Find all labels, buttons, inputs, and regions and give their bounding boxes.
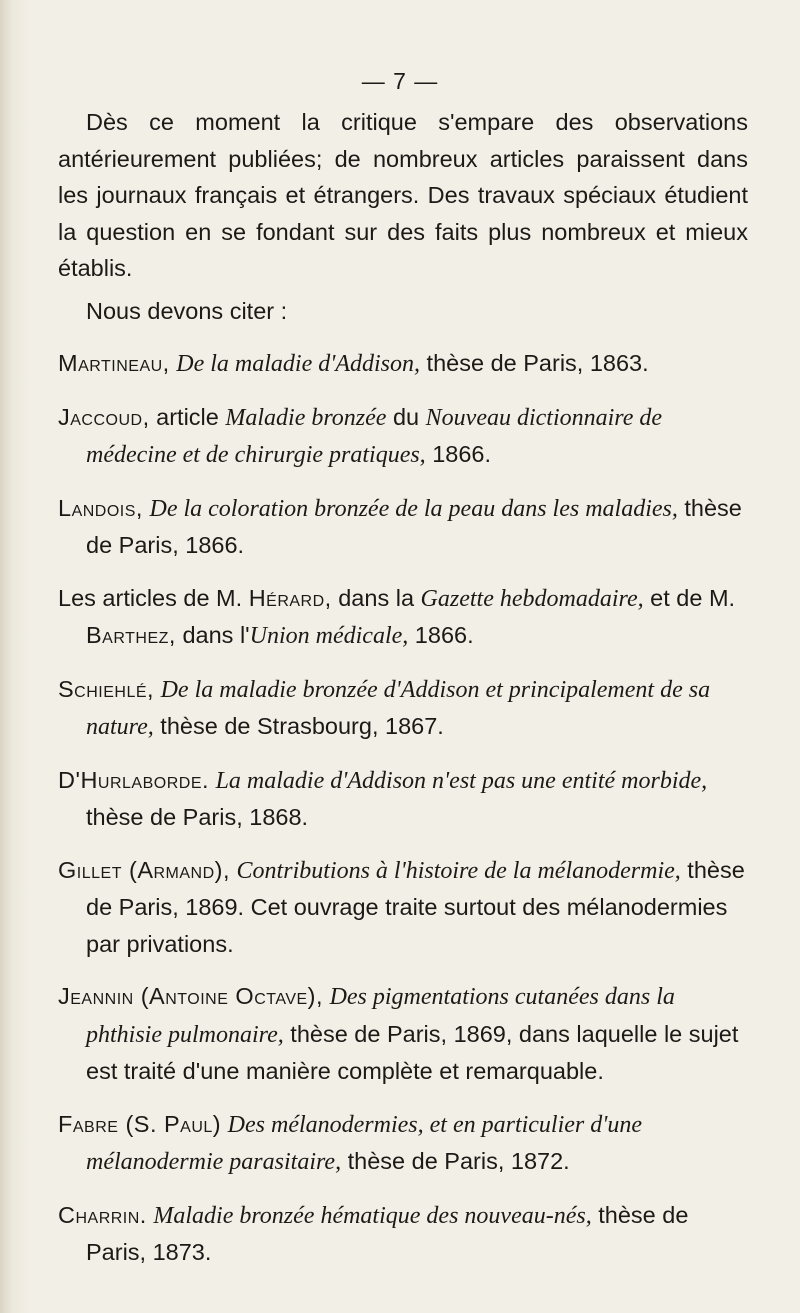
reference-herard-barthez [58,580,748,655]
reference-details: thèse de Paris, 1869. Cet ouvrage traite surtout des mélanodermies par privations. [86,856,745,957]
reference-details: 1866. [425,441,492,467]
reference-text: dans l' [175,622,250,648]
reference-jeannin [58,978,748,1090]
reference-title: Contributions à l'histoire de la mélanodermie, [236,857,681,884]
reference-details: thèse de Paris, 1868. [86,804,309,830]
intro-paragraph: Dès ce moment la critique s'empare des observations antérieurement publiées; de nombreux articles paraissent dans les journaux français et étrangers. Des travaux spéciaux étudient la question en se fondant sur des faits plus nombreux et mieux établis. [58,109,748,281]
reference-title-2: Union médicale, [249,623,409,649]
reference-title-2: Nouveau dictionnaire de médecine et de chirurgie pratiques, [86,404,663,468]
reference-text: et de M. [643,584,736,611]
reference-title: Gazette hebdomadaire, [420,585,644,612]
reference-gillet [58,852,748,963]
reference-author: Martineau, [58,350,170,376]
reference-details: thèse de Paris, 1873. [86,1201,689,1265]
page-number: — 7 — [361,68,439,94]
reference-charrin [58,1197,748,1271]
reference-text: du [386,403,426,430]
reference-author: Gillet (Armand), [58,856,231,883]
reference-details: thèse de Paris, 1869, dans laquelle le sujet est traité d'une manière complète et remarquable. [86,1020,739,1084]
reference-title: Maladie bronzée hématique des nouveau-nés, [153,1202,592,1229]
reference-author: Hérard, [248,584,332,611]
reference-title: Des mélanodermies, et en particulier d'une mélanodermie parasitaire, [86,1111,643,1175]
reference-author: D'Hurlaborde. [58,766,210,793]
reference-author: Fabre (S. Paul) [58,1110,222,1137]
reference-title: La maladie d'Addison n'est pas une entité morbide, [215,767,708,794]
reference-author: Jeannin (Antoine Octave), [58,983,324,1009]
reference-fabre [58,1106,748,1181]
reference-author: Charrin. [58,1201,147,1228]
reference-title: De la maladie bronzée d'Addison et principalement de sa nature, [86,676,711,740]
reference-author: Schiehlé, [58,675,155,702]
reference-title: Des pigmentations cutanées dans la phthisie pulmonaire, [86,984,675,1048]
reference-author: Landois, [58,494,143,521]
reference-text: dans la [331,584,421,611]
reference-title: De la maladie d'Addison, [176,351,421,377]
reference-jaccoud [58,399,748,474]
reference-details: 1866. [408,622,474,648]
reference-hurlaborde [58,762,748,836]
reference-details: thèse de Paris, 1866. [86,494,742,558]
reference-text: Les articles de M. [58,584,249,611]
reference-details: thèse de Strasbourg, 1867. [153,713,444,739]
reference-martineau [58,345,748,383]
cite-intro: Nous devons citer : [86,297,288,324]
reference-author-2: Barthez, [86,622,176,648]
reference-schiehle [58,671,748,746]
reference-landois [58,490,748,564]
reference-details: thèse de Paris, 1863. [420,350,649,376]
page-body [58,104,748,1271]
reference-title: Maladie bronzée [225,404,387,431]
reference-details: thèse de Paris, 1872. [341,1148,570,1174]
reference-text: article [149,403,226,430]
reference-author: Jaccoud, [58,403,150,430]
reference-title: De la coloration bronzée de la peau dans les maladies, [149,495,678,522]
